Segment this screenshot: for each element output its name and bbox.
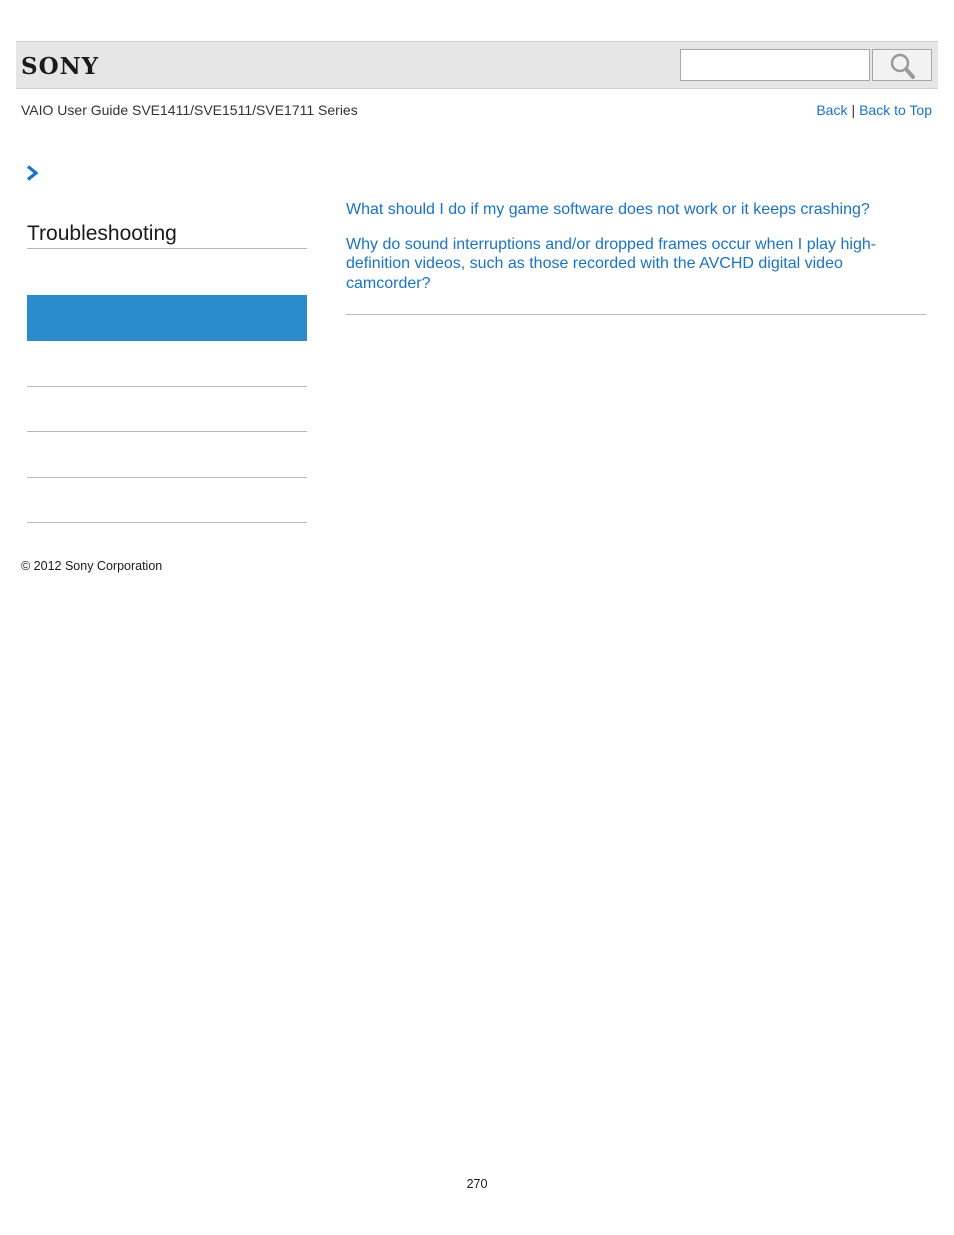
- back-link[interactable]: Back: [816, 102, 848, 118]
- sidebar-item[interactable]: [27, 478, 307, 522]
- header-bar: [16, 41, 938, 89]
- guide-title: VAIO User Guide SVE1411/SVE1511/SVE1711 Series: [21, 102, 358, 118]
- sony-logo[interactable]: SONY: [21, 53, 100, 80]
- sidebar-divider: [27, 522, 307, 523]
- sidebar-item[interactable]: [27, 432, 307, 477]
- sidebar-title: Troubleshooting: [27, 222, 307, 249]
- sidebar-item[interactable]: [27, 387, 307, 431]
- question-links: [346, 200, 926, 293]
- content-divider: [346, 314, 926, 315]
- sidebar-item[interactable]: [27, 341, 307, 386]
- question-link-sound-interruptions[interactable]: Why do sound interruptions and/or dropped frames occur when I play high-definition videos, such as those recorded with the AVCHD digital video camcorder?: [346, 235, 877, 292]
- back-to-top-link[interactable]: Back to Top: [859, 102, 932, 118]
- page-number: 270: [466, 1177, 488, 1191]
- search-button[interactable]: [872, 49, 932, 81]
- nav-separator: |: [851, 102, 856, 118]
- chevron-right-icon[interactable]: [26, 165, 40, 181]
- copyright: © 2012 Sony Corporation: [21, 559, 163, 573]
- question-link-game-software[interactable]: What should I do if my game software does not work or it keeps crashing?: [346, 201, 870, 218]
- search-input[interactable]: [680, 49, 870, 81]
- search-icon: [888, 52, 916, 80]
- sidebar-item-active[interactable]: [27, 295, 307, 341]
- top-nav: [816, 102, 932, 118]
